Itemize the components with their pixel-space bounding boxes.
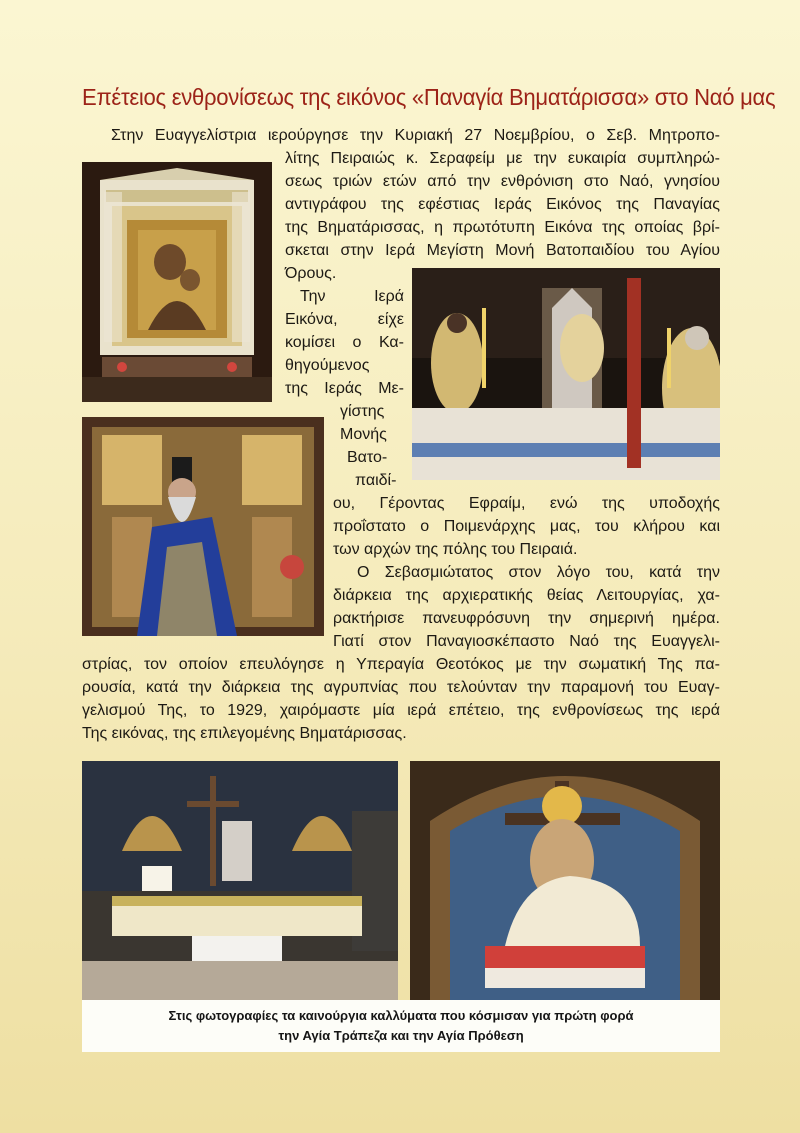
altar-service-photo (412, 268, 720, 480)
body-line: σεως τριών ετών από την ενθρόνιση στο Ναό, γνησίου (285, 173, 720, 190)
body-line: αντιγράφου της εφέστιας Ιεράς Εικόνος της Παναγίας (285, 196, 720, 213)
caption-line: την Αγία Τράπεζα και την Αγία Πρόθεση (278, 1028, 524, 1043)
body-line: λίτης Πειραιώς κ. Σεραφείμ με την ευκαιρία συμπληρώ- (285, 150, 720, 167)
body-line: παιδί- (355, 472, 397, 489)
metropolitan-photo (82, 417, 324, 636)
body-line: Της εικόνας, της επιλεγομένης Βηματάρισσας. (82, 725, 407, 742)
body-line: Στην Ευαγγελίστρια ιερούργησε την Κυριακή 27 Νοεμβρίου, ο Σεβ. Μητροπο- (111, 127, 720, 144)
body-line: Μονής (340, 426, 387, 443)
body-line: Ο Σεβασμιώτατος στον λόγο του, κατά την (357, 564, 720, 581)
body-line: ρουσία, κατά την διάρκεια της αγρυπνίας που τελούνταν την παραμονή του Ευαγ- (82, 679, 720, 696)
body-line: Όρους. (285, 265, 337, 282)
body-line: Βατο- (347, 449, 388, 466)
body-line: σκεται στην Ιερά Μεγίστη Μονή Βατοπαιδίου του Αγίου (285, 242, 720, 259)
holy-table-photo (82, 761, 398, 1000)
body-line: γελισμού Της, το 1929, χαιρόμαστε μία ιερά επέτειο, της ενθρονίσεως της ιερά (82, 702, 720, 719)
body-line: ου, Γέροντας Εφραίμ, ενώ της υποδοχής (333, 495, 720, 512)
body-line: Γιατί στον Παναγιοσκέπαστο Ναό της Ευαγγελι- (333, 633, 720, 650)
body-line: των αρχών της πόλης του Πειραιά. (333, 541, 578, 558)
body-line: γίστης (340, 403, 385, 420)
icon-panagia-photo (82, 162, 272, 402)
body-line: ρακτήρισε πανευφρόσυνη την σημερινή ημέρα. (333, 610, 720, 627)
body-line: στρίας, τον οποίον επευλόγησε η Υπεραγία Θεοτόκος με την σωματική Της πα- (82, 656, 720, 673)
body-line: Την Ιερά (300, 288, 404, 305)
body-line: προΐστατο ο Ποιμενάρχης μας, του κλήρου και (333, 518, 720, 535)
body-line: της Βηματάρισσας, η πρωτότυπη Εικόνα της οποίας βρί- (285, 219, 720, 236)
photo-caption (82, 1000, 720, 1052)
body-line: θηγούμενος (285, 357, 370, 374)
body-line: κομίσει ο Κα- (285, 334, 404, 351)
body-line: διάρκεια της αρχιερατικής θείας Λειτουργίας, χα- (333, 587, 720, 604)
body-line: Εικόνα, είχε (285, 311, 404, 328)
body-line: της Ιεράς Με- (285, 380, 404, 397)
holy-prothesis-photo (410, 761, 720, 1000)
article-title: Επέτειος ενθρονίσεως της εικόνος «Παναγία Βηματάρισσα» στο Ναό μας (82, 84, 776, 110)
caption-line: Στις φωτογραφίες τα καινούργια καλλύματα που κόσμισαν για πρώτη φορά (168, 1008, 634, 1023)
